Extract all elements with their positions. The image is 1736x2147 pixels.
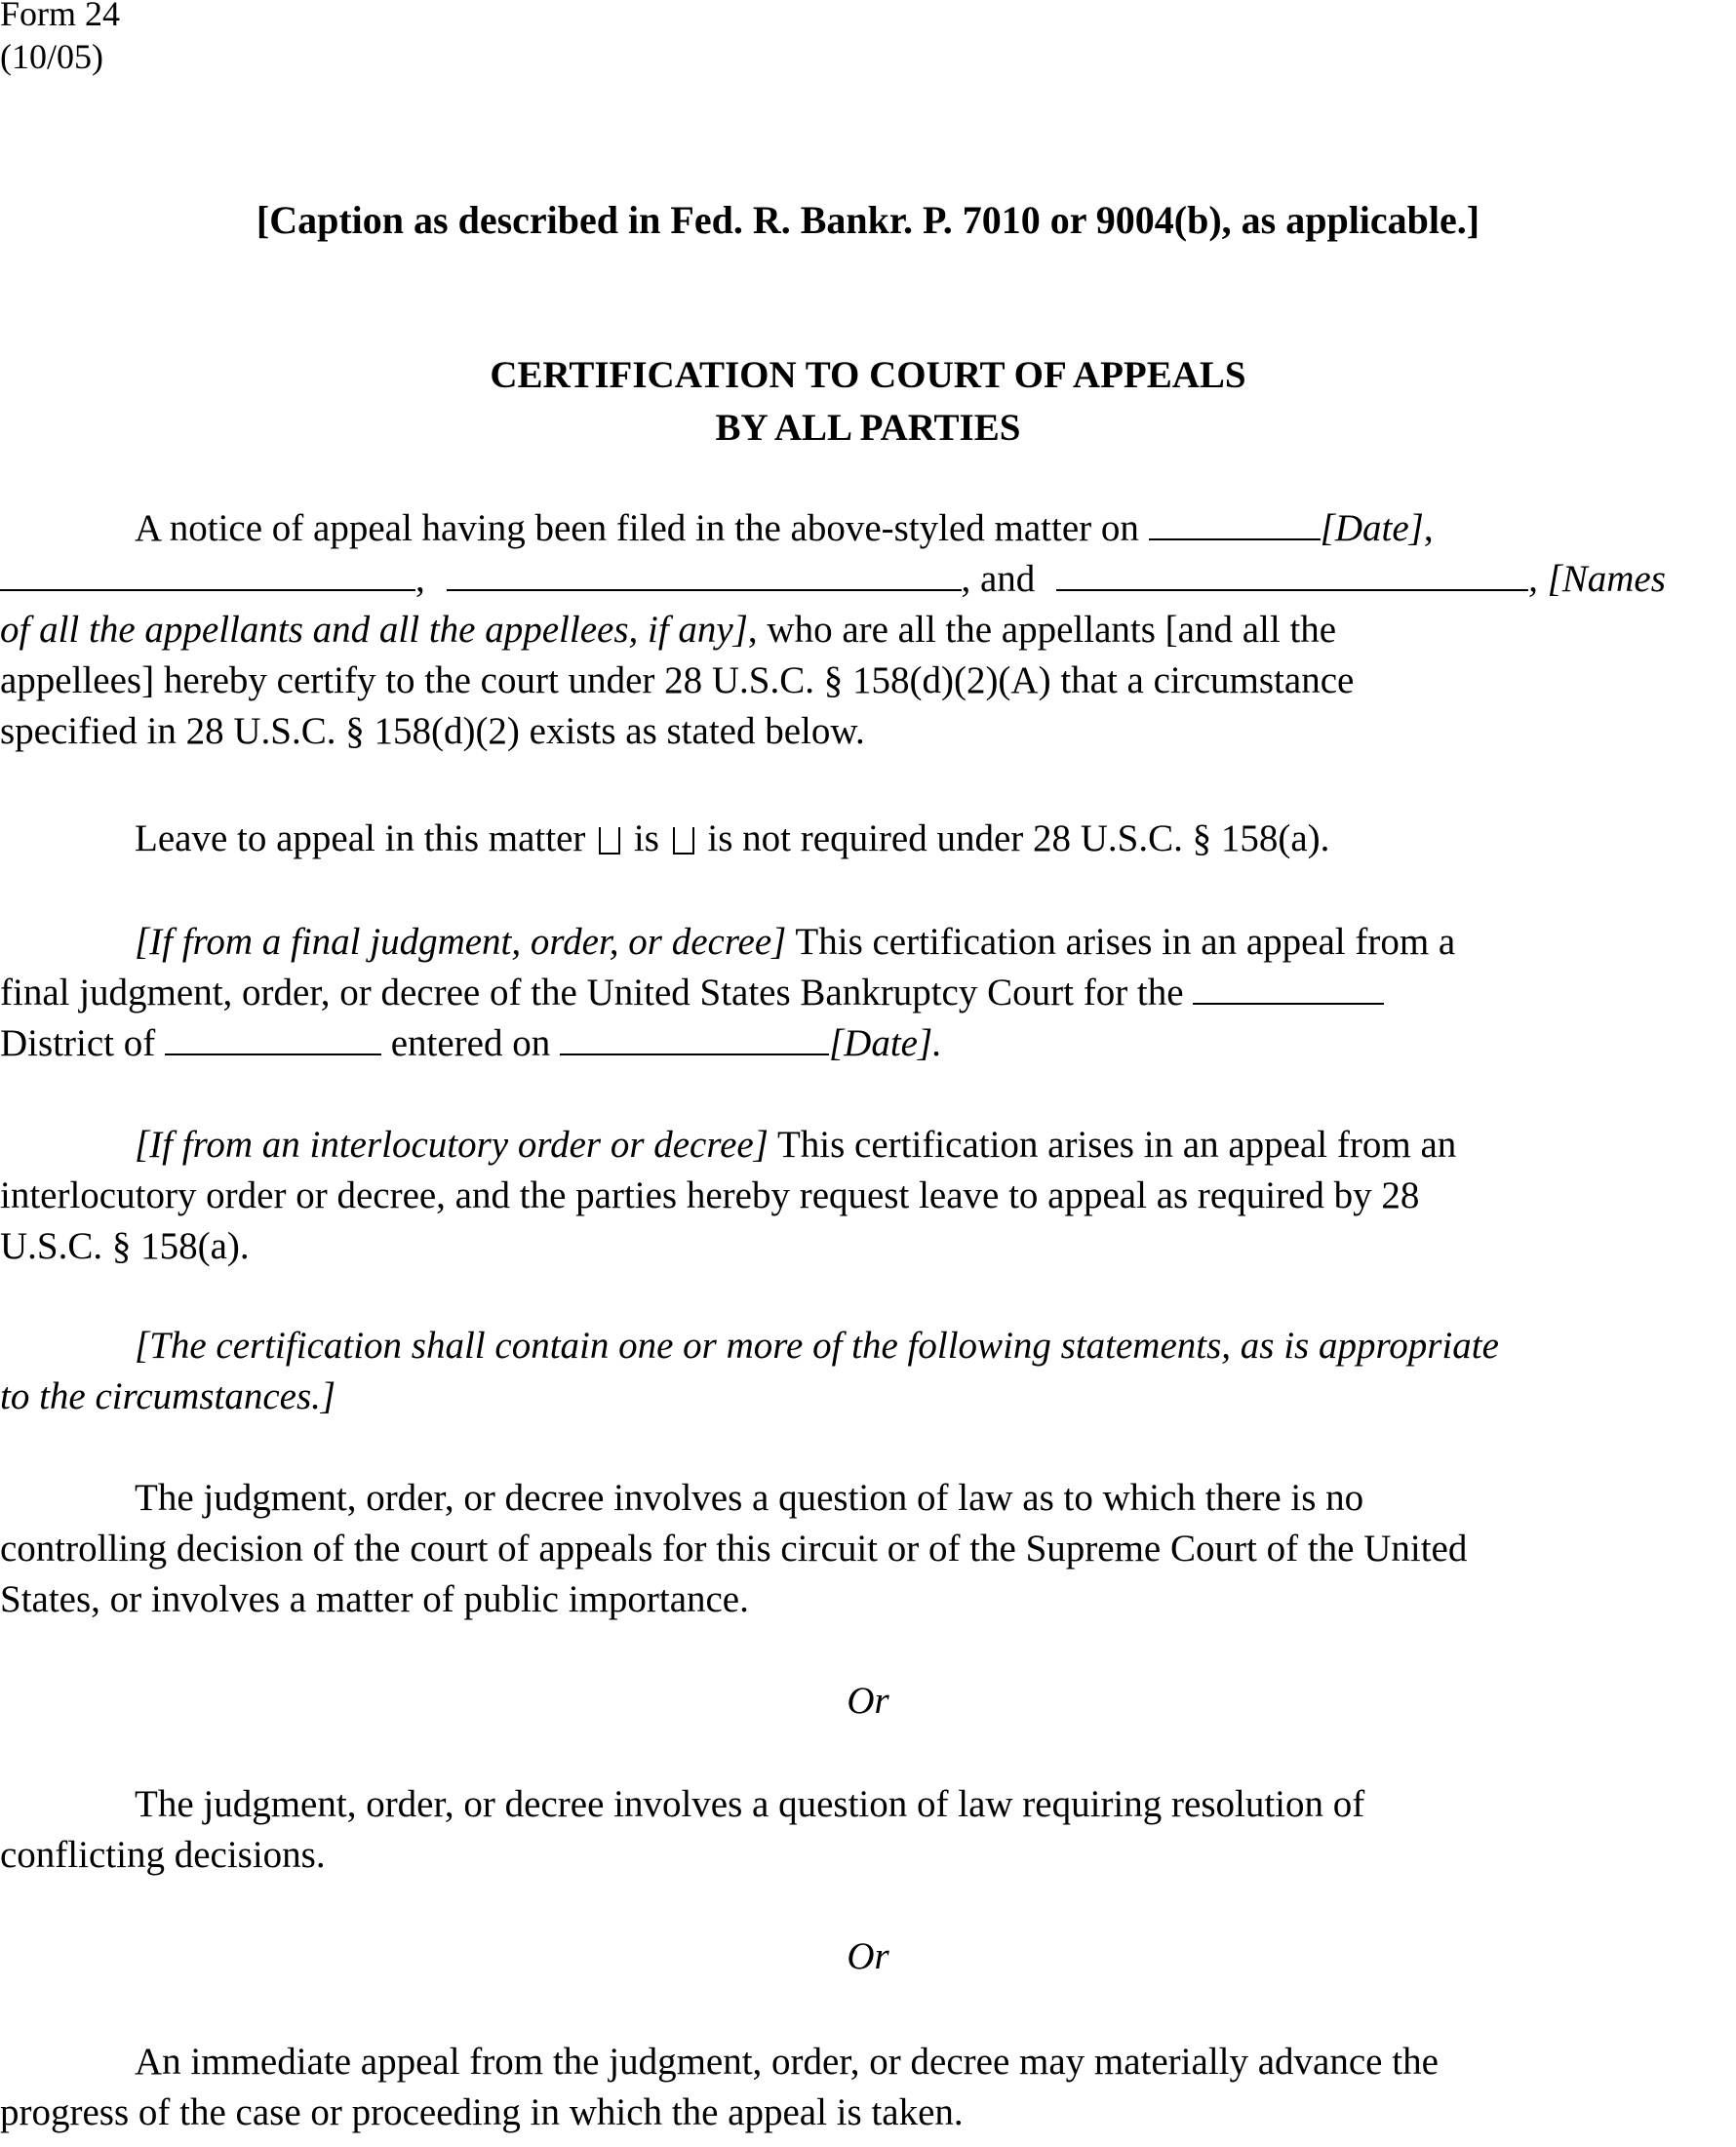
title-line-1: CERTIFICATION TO COURT OF APPEALS <box>490 354 1246 396</box>
final-judgment-hint: [If from a final judgment, order, or decree] <box>135 921 787 963</box>
form-number: Form 24 <box>0 0 121 33</box>
document-title <box>0 349 1736 455</box>
caption-instruction: [Caption as described in Fed. R. Bankr. P. 7010 or 9004(b), as applicable.] <box>256 198 1480 242</box>
party-name-field-1[interactable] <box>0 556 415 591</box>
instruction-paragraph: [The certification shall contain one or more of the following statements, as is appropriate to the circumstances.] <box>0 1325 1499 1417</box>
form-header <box>0 0 120 78</box>
notice-text: A notice of appeal having been filed in the above-styled matter on <box>135 507 1149 549</box>
names-hint-continued: of all the appellants and all the appellees, if any] <box>0 609 748 651</box>
party-name-field-3[interactable] <box>1056 556 1528 591</box>
or-separator: Or <box>847 1680 889 1722</box>
final-judgment-paragraph: [If from a final judgment, order, or decree] This certification arises in an appeal from a final judgment, order, or decree of the United States Bankruptcy Court for the District of entered on [Date]. <box>0 921 1456 1064</box>
leave-not-required-checkbox[interactable] <box>673 827 694 855</box>
leave-is-required-checkbox[interactable] <box>599 827 620 855</box>
district-of-field[interactable] <box>165 1020 381 1055</box>
statement-immediate-appeal: An immediate appeal from the judgment, order, or decree may materially advance the progress of the case or proceeding in which the appeal is taken. <box>0 2041 1439 2133</box>
interlocutory-hint: [If from an interlocutory order or decree] <box>135 1124 769 1166</box>
leave-paragraph: Leave to appeal in this matter is is not required under 28 U.S.C. § 158(a). <box>135 817 1330 859</box>
party-name-field-2[interactable] <box>447 556 962 591</box>
notice-paragraph: A notice of appeal having been filed in the above-styled matter on [Date], , , and , [Names of all the appellants and all the appellees, if any], who are all the appellants [and all the appellees] hereby certify to the court under 28 U.S.C. § 158(d)(2)(A) that a circumstance specified in 28 U.S.C. § 158(d)(2) exists as stated below. <box>0 507 1666 752</box>
title-line-2: BY ALL PARTIES <box>715 407 1021 449</box>
form-date: (10/05) <box>0 37 103 76</box>
court-district-field[interactable] <box>1193 970 1384 1005</box>
date-hint: [Date]. <box>828 1022 942 1064</box>
entered-date-field[interactable] <box>560 1020 829 1055</box>
date-hint: [Date] <box>1320 507 1424 549</box>
statement-no-controlling-decision: The judgment, order, or decree involves a question of law as to which there is no controlling decision of the court of appeals for this circuit or of the Supreme Court of the United States, or involves a matter of public importance. <box>0 1477 1468 1620</box>
or-separator: Or <box>847 1935 889 1977</box>
filing-date-field[interactable] <box>1149 505 1321 540</box>
interlocutory-paragraph: [If from an interlocutory order or decree] This certification arises in an appeal from an interlocutory order or decree, and the parties hereby request leave to appeal as required by 28 U.S.C. § 158(a). <box>0 1124 1457 1267</box>
statement-conflicting-decisions: The judgment, order, or decree involves a question of law requiring resolution of conflicting decisions. <box>0 1783 1365 1876</box>
names-hint: , [Names <box>1528 558 1666 600</box>
